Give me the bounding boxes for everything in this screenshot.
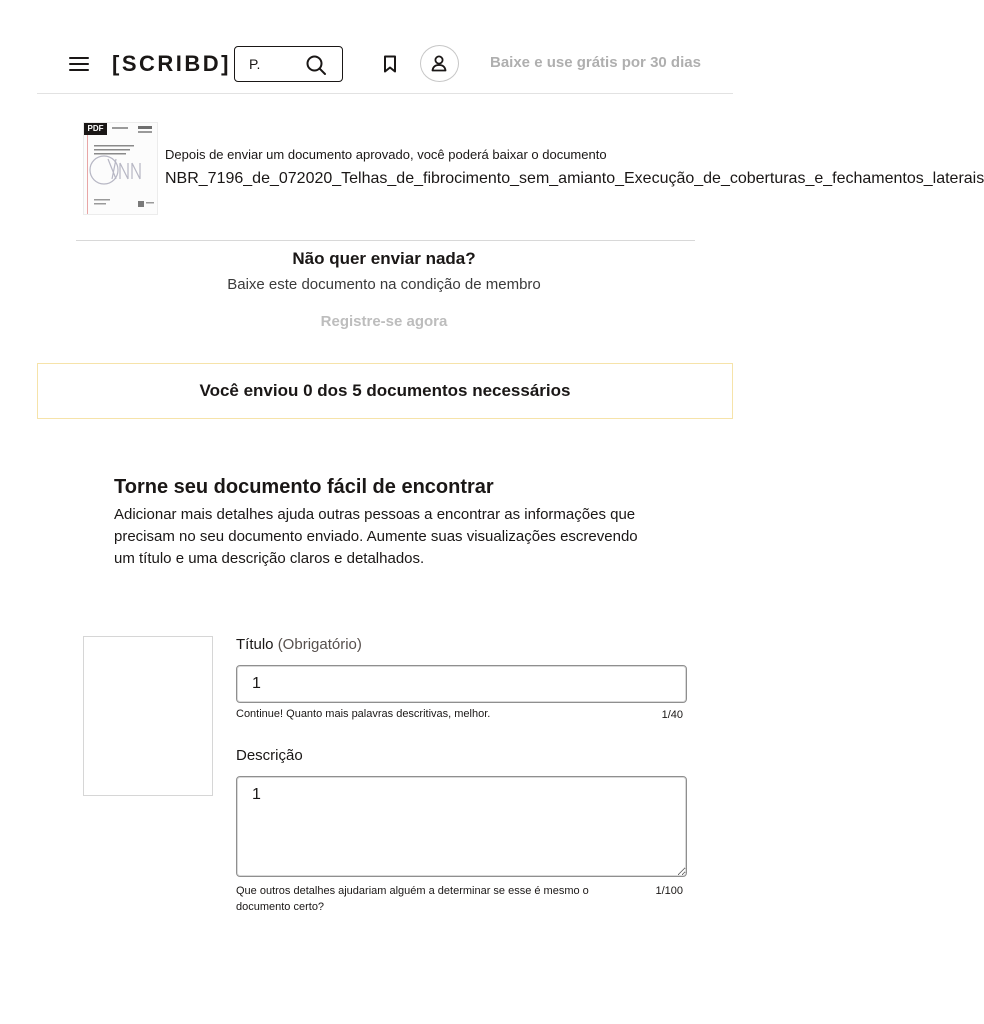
- section-divider: [76, 240, 695, 241]
- title-helper-text: Continue! Quanto mais palavras descritivas, melhor.: [236, 708, 491, 720]
- title-input[interactable]: [236, 665, 687, 703]
- uploaded-document-thumbnail: [83, 122, 158, 215]
- title-field-label: [236, 636, 362, 653]
- findable-section-description: Adicionar mais detalhes ajuda outras pessoas a encontrar as informações que precisam no seu documento enviado. Aumente suas visualizações escrevendo um título e uma descrição claros e detalhados.: [114, 506, 638, 567]
- document-cover-placeholder: [83, 636, 213, 796]
- description-helper-text: Que outros detalhes ajudariam alguém a determinar se esse é mesmo o documento certo?: [236, 885, 589, 913]
- findable-section-title: Torne seu documento fácil de encontrar: [114, 476, 494, 498]
- no-upload-title: Não quer enviar nada?: [292, 249, 476, 268]
- account-button[interactable]: [420, 45, 459, 82]
- description-char-counter: 1/100: [655, 885, 683, 897]
- search-input[interactable]: [249, 55, 304, 73]
- title-char-counter: 1/40: [661, 709, 683, 721]
- upload-hint: Depois de enviar um documento aprovado, você poderá baixar o documento: [165, 147, 607, 162]
- register-now-link-row: [0, 313, 768, 330]
- menu-icon[interactable]: [66, 50, 92, 78]
- description-textarea[interactable]: [236, 776, 687, 877]
- header-divider: [37, 93, 733, 94]
- bookmark-icon[interactable]: [380, 54, 400, 74]
- upload-progress-text: Você enviou 0 dos 5 documentos necessários: [199, 381, 571, 400]
- register-now-button[interactable]: Registre-se agora: [320, 313, 448, 330]
- no-upload-subtitle: Baixe este documento na condição de membro: [227, 276, 541, 293]
- pdf-badge: PDF: [84, 123, 107, 135]
- search-icon[interactable]: [305, 54, 327, 76]
- description-field-label: Descrição: [236, 747, 303, 764]
- document-preview-graphic: [84, 123, 159, 216]
- free-trial-link[interactable]: Baixe e use grátis por 30 dias: [490, 54, 701, 71]
- scribd-logo[interactable]: [SCRIBD]: [112, 51, 231, 76]
- title-required-note: (Obrigatório): [277, 636, 362, 653]
- uploaded-filename: NBR_7196_de_072020_Telhas_de_fibrocimento_sem_amianto_Execução_de_coberturas_e_fechamentos_laterais: [165, 170, 984, 187]
- title-label-text: Título: [236, 636, 274, 653]
- upload-progress-banner: [37, 363, 733, 419]
- user-icon: [430, 54, 448, 72]
- site-header: [0, 0, 768, 94]
